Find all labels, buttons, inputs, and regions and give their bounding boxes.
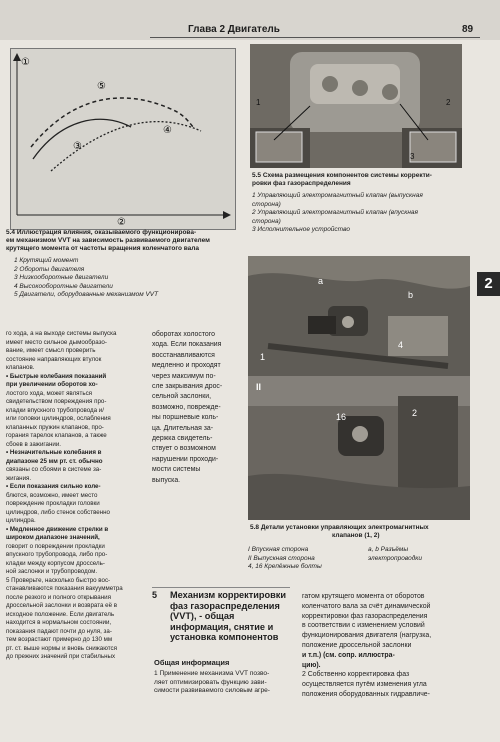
fig3-label-a: a bbox=[318, 276, 324, 286]
section5-body: 1 Применение механизма VVT позво- ляет оптимизировать функцию зави- симости развиваемого силовым агре- bbox=[154, 670, 270, 695]
section5-subheading: Общая информация bbox=[154, 658, 230, 667]
torque-plot bbox=[11, 49, 235, 229]
valve-photo-bottom bbox=[248, 376, 470, 520]
curve-vvt bbox=[31, 98, 193, 147]
engine-photo-drawing bbox=[250, 44, 462, 168]
valve-photo-top bbox=[248, 256, 470, 376]
engine-photo bbox=[250, 44, 462, 168]
y-marker: ① bbox=[21, 57, 30, 68]
fig1-legend: 1 Крутящий момент 2 Обороты двигателя 3 Низкооборотные двигатели 4 Высокооборотные двигатели 5 Двигатели, оборудованные механизмом VVT bbox=[14, 257, 159, 299]
curve-label-4: ④ bbox=[163, 125, 172, 136]
page-number: 89 bbox=[462, 24, 474, 35]
x-marker: ② bbox=[117, 217, 126, 228]
curve-low-rpm bbox=[33, 119, 131, 159]
fig2-label-1: 1 bbox=[256, 98, 261, 107]
curve-label-3: ③ bbox=[73, 141, 82, 152]
x-axis-arrow bbox=[223, 211, 231, 219]
right-column: гатом крутящего момента от оборотов коленчатого вала за счёт динамической корректировки фаз газораспределения в соответствии с изменением условий функционирования двигателя (нагрузка, положение дроссельной заслонки и т.п.) (см. сопр. иллюстра- цию). 2 Собственно корректировка фаз осуществляется путём изменения угла положения оборудованных гидравличе- bbox=[302, 593, 432, 698]
section5-rule bbox=[152, 587, 290, 588]
left-column: го хода, а на выходе системы выпуска имеет место сильное дымообразо- вание, имеет смысл проверить состояние направляющих втулок клапанов. • Быстрые колебания показаний при увеличении оборотов хо- лостого хода, может являться свидетельством повреждения про- кладки впускного трубопровода и/ или головки цилиндров, ослабления клапанных пружин клапанов, про- горания тарелок клапанов, а также сбоев в зажигании. • Незначительные колебания в диапазоне 25 мм рт. ст. обычно связаны со сбоями в системе за- жигания. • Если показания сильно коле- блются, возможно, имеет место повреждение прокладки головки цилиндров, либо стенок собственно цилиндра. • Медленное движение стрелки в широком диапазоне значений, говорит о повреждении прокладки впускного трубопровода, либо про- кладки между корпусом дроссель- ной заслонки и трубопроводом. 5 Проверьте, насколько быстро вос- станавливаются показания вакуумметра после резкого и полного открывания дроссельной заслонки и возврата её в исходное положение. Если двигатель находится в нормальном состоянии, показания падают почти до нуля, за- тем возрастают примерно до 130 мм рт. ст. выше нормы и вновь снижаются до прежних значений при стабильных bbox=[6, 330, 123, 660]
fig3-legend-right: a, b Разъёмы электропроводки bbox=[368, 546, 422, 562]
fig3-caption: 5.8 Детали установки управляющих электромагнитных клапанов (1, 2) bbox=[250, 524, 429, 539]
section5-title: Механизм корректировки фаз газораспределения (VVT), - общая информация, снятие и установка компонентов bbox=[170, 590, 287, 642]
valve-photo-top-drawing bbox=[248, 256, 470, 376]
middle-column: оборотах холостого хода. Если показания восстанавливаются медленно и проходят через максимум по- сле закрывания дрос- сельной заслонки, возможно, поврежде- ны поршневые коль- ца. Длительная за- держка свидетель- ствует о возможном нарушении проходи- мости системы выпуска. bbox=[152, 331, 223, 484]
fig3-legend-left: I Впускная сторона II Выпускная сторона 4, 16 Крепёжные болты bbox=[248, 546, 322, 571]
fig2-label-3: 3 bbox=[410, 152, 415, 161]
fig2-caption: 5.5 Схема размещения компонентов системы корректи- ровки фаз газораспределения bbox=[252, 172, 432, 187]
fig1-caption: 5.4 Иллюстрация влияния, оказываемого функционирова- ем механизмом VVT на зависимость развиваемого двигателем крутящего момента от частоты вращения коленчатого вала bbox=[6, 229, 210, 252]
valve-photo-bottom-drawing bbox=[248, 376, 470, 520]
fig3-label-b: b bbox=[408, 290, 414, 300]
chapter-title: Глава 2 Двигатель bbox=[188, 24, 280, 35]
fig3-label-II: II bbox=[256, 382, 262, 392]
fig2-legend: 1 Управляющий электромагнитный клапан (выпускная сторона) 2 Управляющий электромагнитный клапан (впускная сторона) 3 Исполнительное устройство bbox=[252, 192, 423, 234]
section-tab: 2 bbox=[477, 272, 500, 296]
header-rule bbox=[150, 37, 480, 38]
section5-number: 5 bbox=[152, 590, 158, 600]
torque-figure bbox=[10, 48, 236, 230]
fig2-label-2: 2 bbox=[446, 98, 451, 107]
fig3-label-4: 4 bbox=[398, 340, 404, 350]
fig3-label-2: 2 bbox=[412, 408, 418, 418]
fig3-label-1: 1 bbox=[260, 352, 266, 362]
y-axis-arrow bbox=[13, 53, 21, 61]
curve-label-5: ⑤ bbox=[97, 81, 106, 92]
fig3-label-16: 16 bbox=[336, 412, 347, 422]
